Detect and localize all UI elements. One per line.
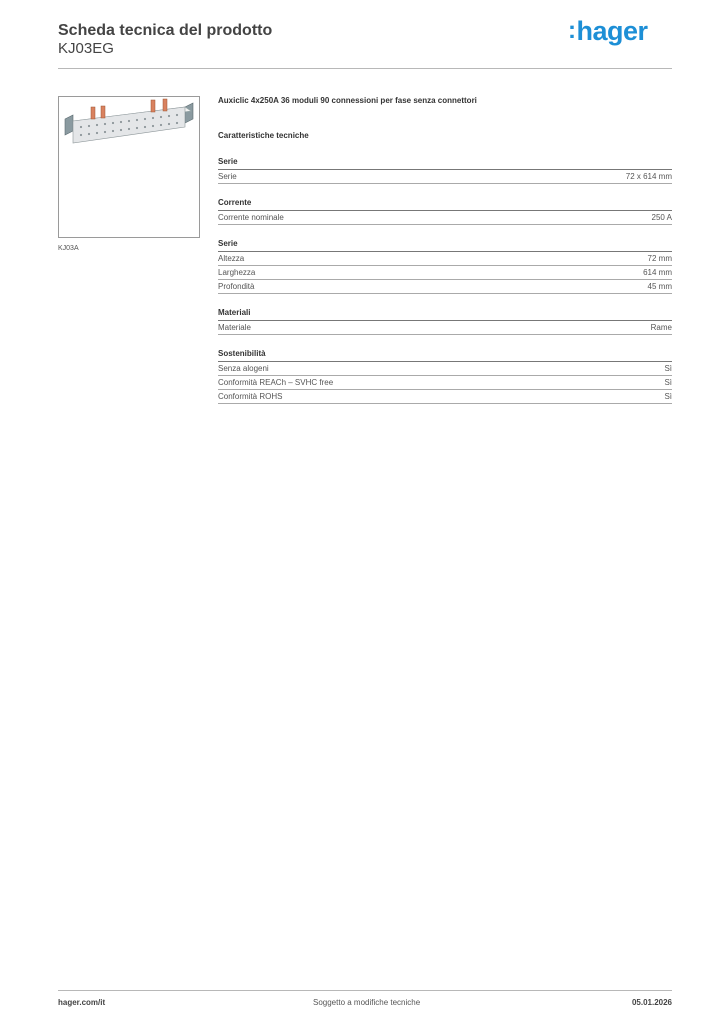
section-title: Serie [218,239,672,252]
spec-row [218,376,672,390]
spec-section-dimensions [218,239,672,294]
product-code: KJ03EG [58,40,114,57]
spec-value: Rame [650,323,672,332]
spec-value: Sì [664,378,672,387]
section-title: Corrente [218,198,672,211]
spec-value: 45 mm [647,282,672,291]
product-description: Auxiclic 4x250A 36 moduli 90 connessioni per fase senza connettori [218,96,477,105]
spec-row [218,252,672,266]
spec-value: Sì [664,364,672,373]
spec-value: Sì [664,392,672,401]
section-title: Materiali [218,308,672,321]
spec-label: Conformità REACh – SVHC free [218,378,334,387]
characteristics-title: Caratteristiche tecniche [218,131,309,140]
spec-row [218,362,672,376]
logo-colon-icon: : [568,17,576,44]
spec-value: 72 x 614 mm [625,172,672,181]
busbar-illustration [59,97,199,237]
spec-row [218,390,672,404]
section-title: Sostenibilità [218,349,672,362]
spec-section-serie [218,157,672,184]
spec-section-corrente [218,198,672,225]
spec-value: 250 A [651,213,672,222]
spec-row [218,170,672,184]
spec-label: Larghezza [218,268,256,277]
header-divider [58,68,672,69]
page-title: Scheda tecnica del prodotto [58,22,273,39]
spec-label: Senza alogeni [218,364,269,373]
footer-website-link[interactable]: hager.com/it [58,998,106,1007]
spec-row [218,266,672,280]
product-image [58,96,200,238]
footer-date: 05.01.2026 [631,998,672,1007]
image-caption: KJ03A [58,245,79,252]
footer-divider [58,990,672,991]
spec-row [218,280,672,294]
spec-label: Conformità ROHS [218,392,283,401]
spec-value: 614 mm [643,268,672,277]
footer-note: Soggetto a modifiche tecniche [313,998,421,1007]
spec-row [218,321,672,335]
logo-text: hager [576,16,648,46]
spec-label: Corrente nominale [218,213,284,222]
hager-logo [568,16,648,47]
spec-label: Materiale [218,323,251,332]
spec-label: Profondità [218,282,255,291]
spec-section-sostenibilita [218,349,672,404]
spec-section-materiali [218,308,672,335]
spec-label: Altezza [218,254,245,263]
section-title: Serie [218,157,672,170]
spec-value: 72 mm [647,254,672,263]
spec-label: Serie [218,172,237,181]
spec-content [218,96,672,404]
spec-row [218,211,672,225]
